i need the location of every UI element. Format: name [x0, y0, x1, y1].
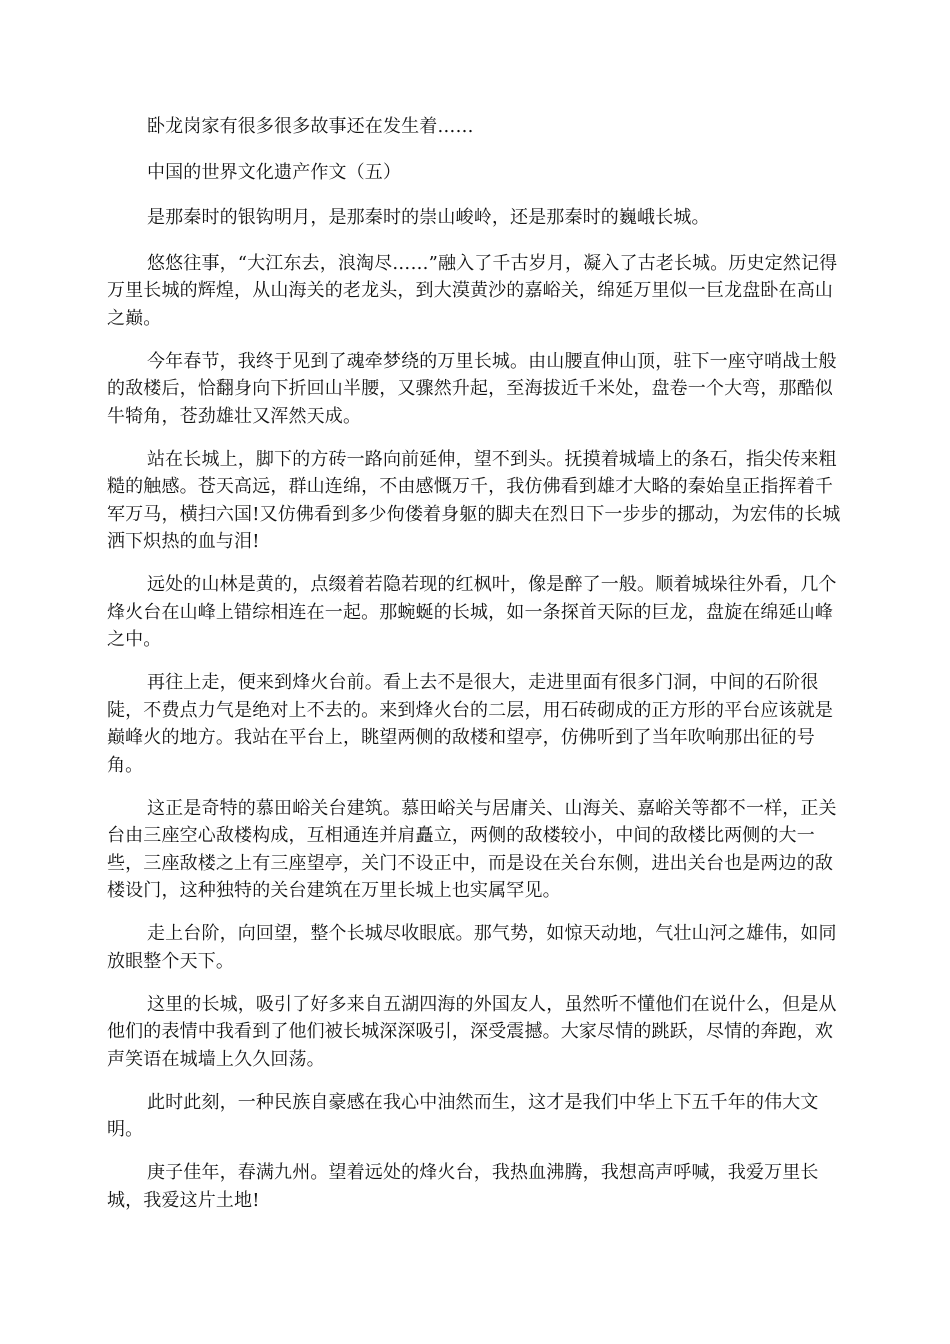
paragraph: 这正是奇特的慕田峪关台建筑。慕田峪关与居庸关、山海关、嘉峪关等都不一样，正关台由三座空心敌楼构成，互相通连并肩矗立，两侧的敌楼较小，中间的敌楼比两侧的大一些，三座敌楼之上有三座望亭，关门不设正中，而是设在关台东侧，进出关台也是两边的敌楼设门，这种独特的关台建筑在万里长城上也实属罕见。 [107, 797, 837, 901]
essay-title: 中国的世界文化遗产作文（五） [147, 161, 402, 183]
paragraph: 再往上走，便来到烽火台前。看上去不是很大，走进里面有很多门洞，中间的石阶很陡，不费点力气是绝对上不去的。来到烽火台的二层，用石砖砌成的正方形的平台应该就是巅峰火的地方。我站在平台上，眺望两侧的敌楼和望亭，仿佛听到了当年吹响那出征的号角。 [107, 672, 833, 776]
paragraph: 今年春节，我终于见到了魂牵梦绕的万里长城。由山腰直伸山顶，驻下一座守哨战士般的敌楼后，恰翻身向下折回山半腰，又骤然升起，至海拔近千米处，盘卷一个大弯，那酷似牛犄角，苍劲雄壮又浑然天成。 [107, 350, 837, 427]
paragraph: 远处的山林是黄的，点缀着若隐若现的红枫叶，像是醉了一般。顺着城垛往外看，几个烽火台在山峰上错综相连在一起。那蜿蜒的长城，如一条探首天际的巨龙，盘旋在绵延山峰之中。 [107, 574, 837, 650]
paragraph: 站在长城上，脚下的方砖一路向前延伸，望不到头。抚摸着城墙上的条石，指尖传来粗糙的触感。苍天高远，群山连绵，不由感慨万千，我仿佛看到雄才大略的秦始皇正指挥着千军万马，横扫六国!又仿佛看到多少佝偻着身躯的脚夫在烈日下一步步的挪动，为宏伟的长城洒下炽热的血与泪! [107, 448, 841, 552]
paragraph: 此时此刻，一种民族自豪感在我心中油然而生，这才是我们中华上下五千年的伟大文明。 [107, 1091, 819, 1140]
paragraph: 悠悠往事，“大江东去，浪淘尽……”融入了千古岁月，凝入了古老长城。历史定然记得万里长城的辉煌，从山海关的老龙头，到大漠黄沙的嘉峪关，绵延万里似一巨龙盘卧在高山之巅。 [107, 252, 838, 329]
document-body [107, 113, 847, 1230]
paragraph: 这里的长城，吸引了好多来自五湖四海的外国友人，虽然听不懂他们在说什么，但是从他们的表情中我看到了他们被长城深深吸引，深受震撼。大家尽情的跳跃，尽情的奔跑，欢声笑语在城墙上久久回荡。 [107, 993, 837, 1070]
paragraph: 庚子佳年，春满九州。望着远处的烽火台，我热血沸腾，我想高声呼喊，我爱万里长城，我爱这片土地! [107, 1162, 819, 1211]
paragraph: 卧龙岗家有很多很多故事还在发生着…… [147, 116, 474, 137]
paragraph: 是那秦时的银钩明月，是那秦时的崇山峻岭，还是那秦时的巍峨长城。 [147, 207, 710, 228]
paragraph: 走上台阶，向回望，整个长城尽收眼底。那气势，如惊天动地，气壮山河之雄伟，如同放眼整个天下。 [107, 923, 837, 972]
